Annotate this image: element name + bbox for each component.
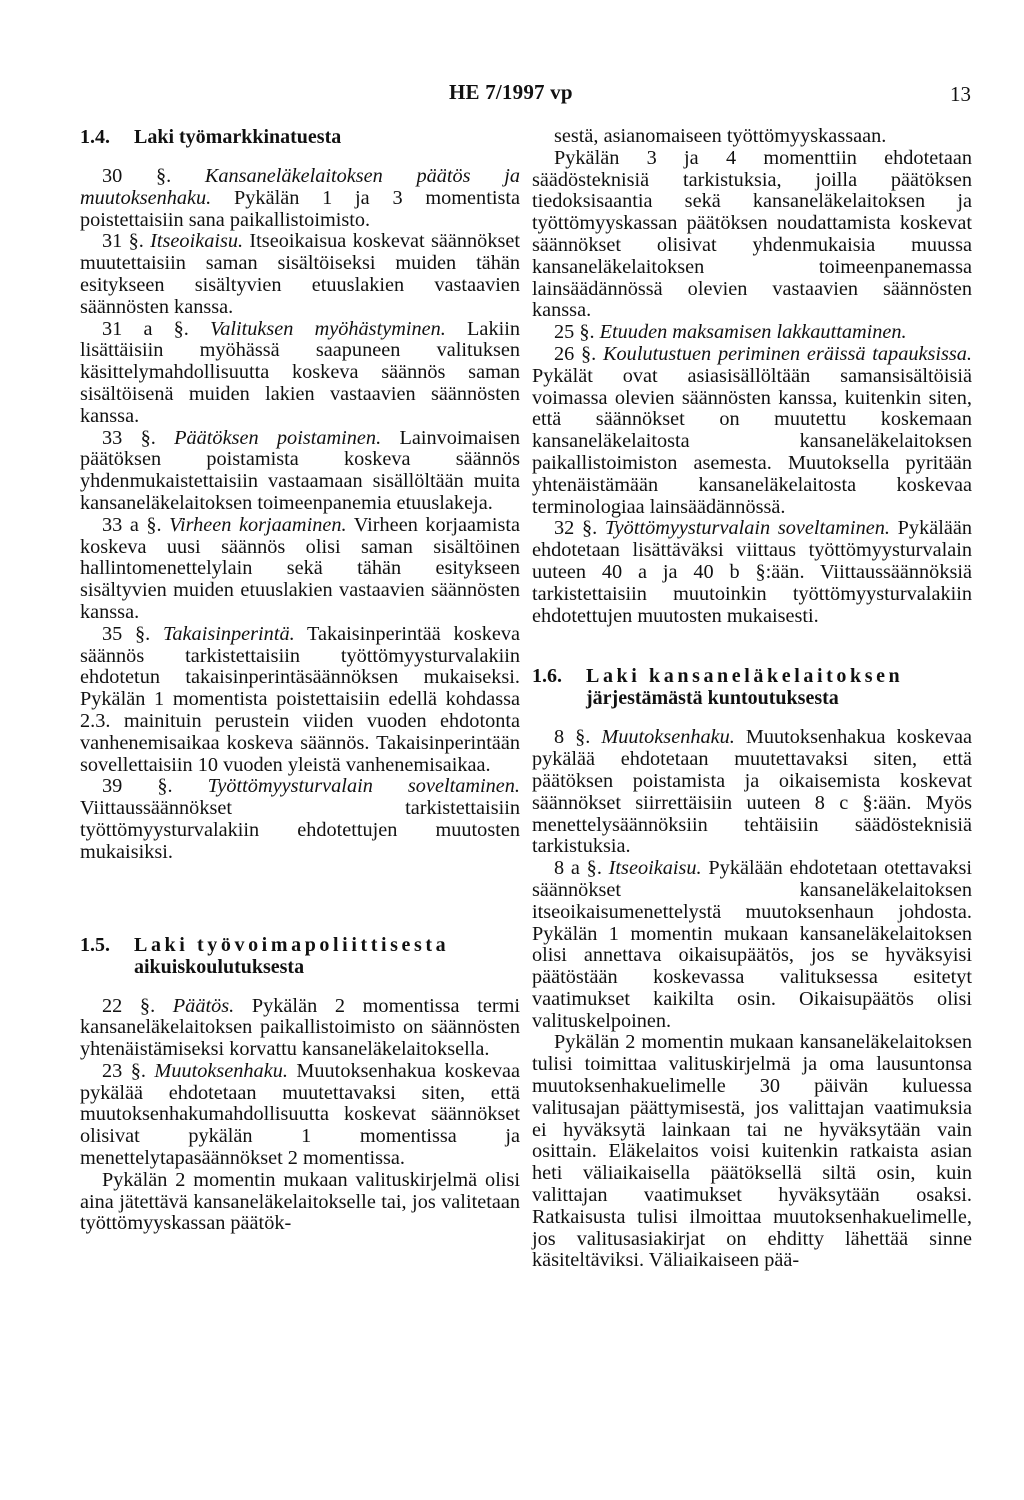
paragraph-text: Pykälän 2 momentin mukaan kansaneläkelaitoksen tulisi toimittaa valituskirjelmä ja oma lausuntonsa muutoksenhakuelimelle 30 päivän kuluessa valitusajan päättymisestä, jos valittajan vaatimuksia ei hyväksytä lainkaan tai ne hyväksytään vain osittain. Eläkelaitos voisi kuitenkin ratkaista asian heti väliaikaisella päätöksellä siltä osin, kuin valittajan vaatimukset hyväksytään osaksi. Ratkaisusta tulisi ilmoittaa muutoksenhakuelimelle, jos valitusasiakirjat on ehditty lähettää sinne käsiteltäviksi. Väliaikaiseen pää-	[532, 1031, 972, 1272]
section-body	[532, 727, 972, 1272]
section-reference: 25 §.	[554, 321, 600, 344]
section-reference: 8 §.	[554, 726, 602, 749]
section-number: 1.4.	[80, 126, 110, 148]
section-heading-1-6	[532, 665, 972, 709]
section-body	[80, 166, 520, 864]
section-reference: 8 a §.	[554, 857, 609, 880]
provision-title: Muutoksenhaku.	[154, 1059, 288, 1082]
paragraph-text: Pykälään ehdotetaan otettavaksi säännökset kansaneläkelaitoksen itseoikaisumenettelystä muutoksenhaun johdosta. Pykälän 1 momentin mukaan kansaneläkelaitoksen olisi annettava oikaisupäätös, jos se hyväksyisi päätöstään koskevassa valituksessa esitetyt vaatimukset kaikilta osin. Oikaisupäätös olisi valituskelpoinen.	[532, 857, 972, 1032]
section-heading-1-5	[80, 934, 520, 978]
section-title	[586, 665, 972, 709]
provision-title: Muutoksenhaku.	[601, 726, 735, 749]
paragraph	[80, 624, 520, 777]
paragraph	[80, 231, 520, 318]
section-reference: 33 §.	[102, 426, 175, 449]
paragraph-text: Pykälän 2 momentin mukaan valituskirjelmä olisi aina jätettävä kansaneläkelaitokselle tai, jos valitetaan työttömyyskassan päätök-	[80, 1168, 520, 1235]
paragraph	[532, 858, 972, 1032]
section-title-spaced: Laki työvoimapoliittisesta	[134, 933, 450, 956]
section-reference: 35 §.	[102, 622, 163, 645]
paragraph	[532, 518, 972, 627]
paragraph	[532, 344, 972, 518]
provision-title: Virheen korjaaminen.	[169, 513, 347, 536]
paragraph-text: Viittaussäännökset tarkistettaisiin työttömyysturvalakiin ehdotettujen muutosten mukaisiksi.	[80, 797, 520, 863]
paragraph-text: Pykälään ehdotetaan lisättäväksi viittaus työttömyysturvalain uuteen 40 a ja 40 b §:ään. Viittaussäännöksiä tarkistettaisiin muutoinkin työttömyysturvalakiin ehdotettujen muutosten mukaisesti.	[532, 517, 972, 627]
provision-title: Työttömyysturvalain soveltaminen.	[604, 517, 890, 540]
provision-title: Etuuden maksamisen lakkauttaminen.	[599, 321, 907, 344]
paragraph	[80, 1061, 520, 1170]
provision-title: Valituksen myöhästyminen.	[210, 317, 446, 340]
section-number: 1.5.	[80, 933, 110, 956]
provision-title: Päätöksen poistaminen.	[174, 426, 382, 449]
paragraph	[532, 322, 972, 344]
section-reference: 22 §.	[102, 994, 173, 1017]
paragraph-text: Pykälät ovat asiasisällöltään samansisältöisiä voimassa olevien säännösten kanssa, kuitenkin siten, että säännökset on muutettu koskemaan kansaneläkelaitosta kansaneläkelaitoksen paikallistoimiston asemesta. Muutoksella pyritään yhtenäistämään kansaneläkelaitosta koskevaa terminologiaa lainsäädännössä.	[532, 364, 972, 518]
provision-title: Takaisinperintä.	[163, 622, 295, 645]
provision-title: Työttömyysturvalain soveltaminen.	[207, 775, 520, 798]
section-reference: 30 §.	[102, 165, 205, 187]
paragraph-text: Lainvoimaisen päätöksen poistamista koskeva säännös yhdenmukaistettaisiin vastaamaan sisällöltään muita kansaneläkelaitoksen toimeenpanemia etuuslakeja.	[80, 426, 520, 514]
paragraph	[80, 1170, 520, 1235]
paragraph	[80, 166, 520, 231]
section-body	[80, 996, 520, 1236]
paragraph-text: Virheen korjaamista koskeva uusi säännös olisi saman sisältöinen hallintomenettelylain sekä tähän esitykseen sisältyvien muiden etuuslakien vastaavien säännösten kanssa.	[80, 513, 520, 623]
right-column	[532, 126, 972, 1272]
section-body	[532, 126, 972, 627]
paragraph	[80, 515, 520, 624]
paragraph-text: Takaisinperintää koskeva säännös tarkistettaisiin työttömyysturvalakiin ehdotetun takaisinperintäsäännöksen mukaiseksi. Pykälän 1 momentista poistettaisiin edellä kohdassa 2.3. mainituin perustein viiden vuoden ehdotonta vanhenemisaikaa koskeva säännös. Takaisinperintään sovellettaisiin 10 vuoden yleistä vanhenemisaikaa.	[80, 622, 520, 776]
paragraph	[532, 126, 972, 148]
page-number: 13	[950, 82, 971, 106]
paragraph	[80, 776, 520, 863]
page-header	[0, 80, 1024, 110]
paragraph	[532, 1032, 972, 1272]
section-title	[134, 934, 520, 978]
provision-title: Koulutustuen periminen eräissä tapauksissa.	[603, 342, 973, 365]
section-title: Laki työmarkkinatuesta	[134, 126, 342, 148]
section-heading-1-4	[80, 126, 520, 148]
section-reference: 31 §.	[102, 230, 151, 253]
section-reference: 39 §.	[102, 775, 208, 798]
provision-title: Itseoikaisu.	[150, 230, 244, 253]
section-title-spaced: Laki kansaneläkelaitoksen	[586, 665, 904, 688]
section-reference: 31 a §.	[102, 317, 211, 340]
paragraph	[80, 319, 520, 428]
paragraph-text: Pykälän 3 ja 4 momenttiin ehdotetaan säädösteknisiä tarkistuksia, joilla päätöksen tiedoksisaantia sekä kansaneläkelaitoksen ja työttömyyskassan päätöksen noudattamista koskevat säännökset olisivat yhdenmukaisia muussa kansaneläkelaitoksen toimeenpanemassa lainsäädännössä olevien vastaavien säännösten kanssa.	[532, 146, 972, 322]
paragraph-text: Lakiin lisättäisiin myöhässä saapuneen valituksen käsittelymahdollisuutta koskeva säännös saman sisältöisenä muiden lakien vastaavien säännösten kanssa.	[80, 317, 520, 427]
section-number: 1.6.	[532, 665, 562, 688]
document-id: HE 7/1997 vp	[449, 80, 573, 104]
provision-title: Kansaneläkelaitoksen päätös ja muutoksenhaku.	[80, 165, 520, 209]
provision-title: Päätös.	[172, 994, 235, 1017]
paragraph	[80, 428, 520, 515]
paragraph-text: Muutoksenhakua koskevaa pykälää ehdotetaan muutettavaksi siten, että päätöksen poistamista ja oikaisemista koskevat säännökset siirrettäisiin uuteen 8 c §:ään. Myös menettelysäännöksiin tehtäisiin säädösteknisiä tarkistuksia.	[532, 726, 972, 858]
section-reference: 26 §.	[554, 342, 604, 365]
paragraph-text: sestä, asianomaiseen työttömyyskassaan.	[554, 125, 887, 147]
section-title-rest: järjestämästä kuntoutuksesta	[586, 687, 839, 710]
section-reference: 33 a §.	[102, 513, 170, 536]
paragraph	[532, 148, 972, 322]
provision-title: Itseoikaisu.	[608, 857, 702, 880]
section-reference: 23 §.	[102, 1059, 155, 1082]
paragraph-text: Muutoksenhakua koskevaa pykälää ehdotetaan muutettavaksi siten, että muutoksenhakumahdollisuutta koskevat säännökset olisivat pykälän 1 momentissa ja menettelytapasäännökset 2 momentissa.	[80, 1059, 520, 1170]
paragraph-text: Pykälän 2 momentissa termi kansaneläkelaitoksen paikallistoimisto on säännösten yhtenäistämiseksi korvattu kansaneläkelaitoksella.	[80, 994, 520, 1061]
paragraph-text: Itseoikaisua koskevat säännökset muutettaisiin saman sisältöiseksi muiden tähän esitykseen sisältyvien etuuslakien vastaavien säännösten kanssa.	[80, 230, 520, 318]
paragraph	[80, 996, 520, 1061]
section-reference: 32 §.	[554, 517, 605, 540]
left-column	[80, 126, 520, 1235]
section-title-rest: aikuiskoulutuksesta	[134, 955, 305, 978]
paragraph	[532, 727, 972, 858]
paragraph-text: Pykälän 1 ja 3 momentista poistettaisiin sana paikallistoimisto.	[80, 186, 520, 231]
